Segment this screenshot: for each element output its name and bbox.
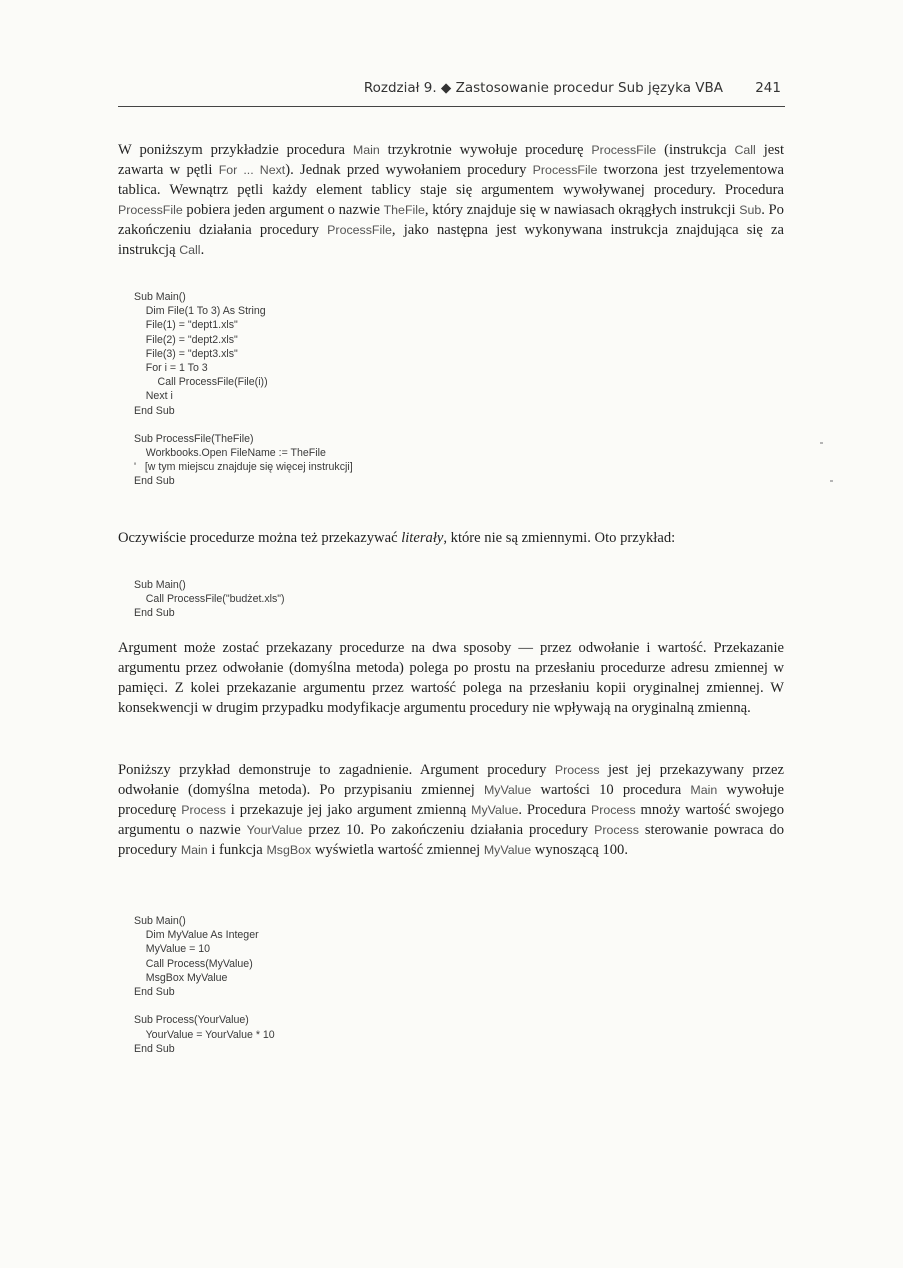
code-line: Sub Main() [134, 291, 186, 303]
code-line: Next i [134, 390, 173, 403]
chapter-title: Rozdział 9. ◆ Zastosowanie procedur Sub języka VBA [363, 80, 723, 96]
code-line: For i = 1 To 3 [134, 361, 208, 374]
code-line: Sub Main() [134, 915, 186, 927]
code-line: End Sub [134, 1042, 175, 1055]
paragraph-literals: Oczywiście procedurze można też przekazywać literały, które nie są zmiennymi. Oto przykład: [118, 530, 676, 546]
code-line: Sub Process(YourValue) [134, 1014, 249, 1027]
code-listing-processfile [134, 290, 734, 489]
page-number: 241 [755, 80, 781, 96]
code-listing-literal [134, 578, 734, 621]
scan-speck [820, 442, 823, 444]
paragraph-by-reference: Argument może zostać przekazany procedurze na dwa sposoby — przez odwołanie i wartość. Przekazanie argumentu przez odwołanie (domyślna metoda) polega po prostu na przesłaniu procedurze adresu zmiennej w pamięci. Z kolei przekazanie argumentu przez wartość polega na przesłaniu kopii oryginalnej zmiennej. W konsekwencji w drugim przypadku modyfikacje argumentu procedury nie wpływają na oryginalną zmienną. [118, 640, 784, 717]
paragraph-intro: W poniższym przykładzie procedura Main trzykrotnie wywołuje procedurę ProcessFile (instrukcja Call jest zawarta w pętli For ... Next). Jednak przed wywołaniem procedury ProcessFile tworzona jest trzyelementowa tablica. Wewnątrz pętli każdy element tablicy staje się argumentem wywoływanej procedury. Procedura ProcessFile pobiera jeden argument o nazwie TheFile, który znajduje się w nawiasach okrągłych instrukcji Sub. Po zakończeniu działania procedury ProcessFile, jako następna jest wykonywana instrukcja znajdująca się za instrukcją Call. [118, 142, 785, 259]
code-line: Dim MyValue As Integer [134, 929, 259, 942]
code-line [134, 418, 734, 432]
code-line: End Sub [134, 475, 175, 488]
code-line: YourValue = YourValue * 10 [134, 1028, 275, 1041]
code-line: End Sub [134, 985, 175, 998]
code-line: File(2) = "dept2.xls" [134, 333, 238, 346]
code-line: MsgBox MyValue [134, 971, 228, 984]
code-line: ' [w tym miejscu znajduje się więcej instrukcji] [134, 461, 353, 474]
code-line: Sub Main() [134, 579, 186, 591]
code-line: Sub ProcessFile(TheFile) [134, 432, 254, 445]
code-line: Call Process(MyValue) [134, 957, 253, 970]
code-line: File(3) = "dept3.xls" [134, 347, 238, 360]
scan-speck [830, 480, 833, 482]
code-line: Call ProcessFile(File(i)) [134, 376, 268, 389]
code-line: End Sub [134, 607, 175, 620]
code-line: MyValue = 10 [134, 943, 211, 956]
header-rule [118, 106, 785, 107]
running-header [118, 78, 783, 102]
code-line: End Sub [134, 404, 175, 417]
code-line: Dim File(1 To 3) As String [134, 305, 266, 318]
code-line: Workbooks.Open FileName := TheFile [134, 447, 326, 460]
code-listing-process [134, 914, 734, 1056]
code-line [134, 999, 734, 1013]
code-line: Call ProcessFile("budżet.xls") [134, 593, 285, 606]
code-line: File(1) = "dept1.xls" [134, 319, 238, 332]
paragraph-example: Poniższy przykład demonstruje to zagadnienie. Argument procedury Process jest jej przekazywany przez odwołanie (domyślna metoda). Po przypisaniu zmiennej MyValue wartości 10 procedura Main wywołuje procedurę Process i przekazuje jej jako argument zmienną MyValue. Procedura Process mnoży wartość swojego argumentu o nazwie YourValue przez 10. Po zakończeniu działania procedury Process sterowanie powraca do procedury Main i funkcja MsgBox wyświetla wartość zmiennej MyValue wynoszącą 100. [118, 762, 784, 859]
